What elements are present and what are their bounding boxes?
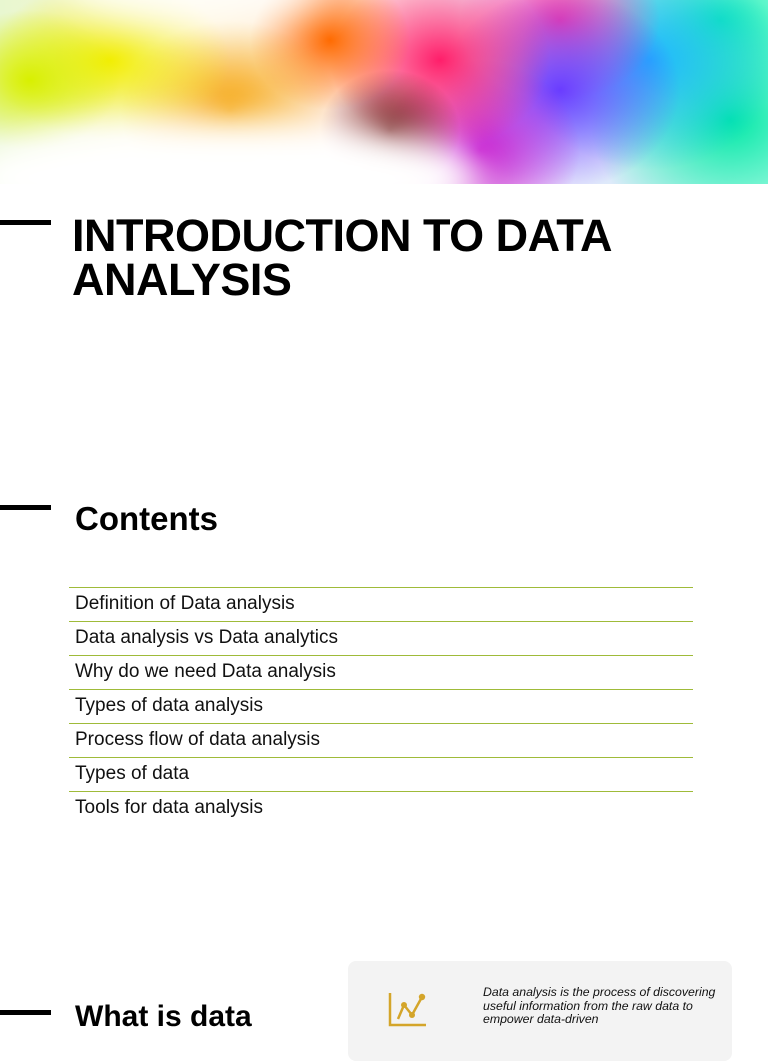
contents-heading: Contents — [75, 500, 218, 537]
contents-item[interactable]: Types of data analysis — [69, 690, 693, 724]
section-heading: What is data — [75, 1000, 252, 1033]
section-accent-bar — [0, 1010, 51, 1015]
contents-item[interactable]: Definition of Data analysis — [69, 588, 693, 622]
title-accent-bar — [0, 220, 51, 225]
line-chart-icon — [386, 991, 430, 1027]
contents-item[interactable]: Data analysis vs Data analytics — [69, 622, 693, 656]
contents-item[interactable]: Why do we need Data analysis — [69, 656, 693, 690]
contents-item[interactable]: Process flow of data analysis — [69, 724, 693, 758]
hero-banner-image — [0, 0, 768, 184]
contents-item[interactable]: Types of data — [69, 758, 693, 792]
page-title: INTRODUCTION TO DATA ANALYSIS — [72, 210, 611, 305]
definition-card — [348, 961, 732, 1061]
contents-list — [69, 587, 693, 825]
contents-accent-bar — [0, 505, 51, 510]
contents-item[interactable]: Tools for data analysis — [75, 797, 263, 818]
definition-text: Data analysis is the process of discovering useful information from the raw data to empower data-driven — [483, 985, 716, 1026]
